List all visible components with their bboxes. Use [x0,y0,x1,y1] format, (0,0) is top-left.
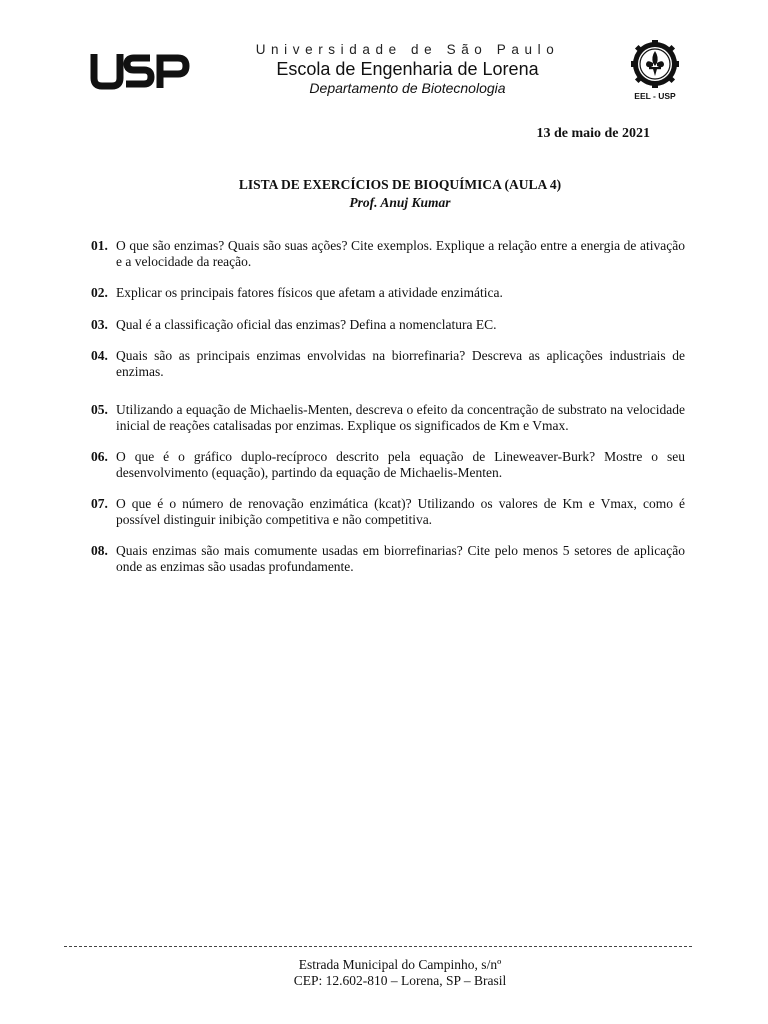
question-text: Qual é a classificação oficial das enzimas? Defina a nomenclatura EC. [116,317,497,332]
question-number: 03. [91,317,108,332]
question-number: 06. [91,449,108,464]
question-item [91,348,685,380]
seal-label: EEL - USP [634,91,676,101]
document-author: Prof. Anuj Kumar [349,195,451,210]
question-item [91,496,685,528]
department-name: Departamento de Biotecnologia [309,80,506,96]
footer-divider [64,946,692,947]
school-name: Escola de Engenharia de Lorena [276,59,539,79]
question-item [91,402,685,434]
question-item [91,285,685,301]
question-number: 05. [91,402,108,417]
university-name: Universidade de São Paulo [255,42,560,57]
question-number: 07. [91,496,108,511]
question-number: 04. [91,348,108,363]
eel-usp-seal-logo [622,40,688,102]
footer-address-line2: CEP: 12.602-810 – Lorena, SP – Brasil [293,973,507,988]
question-text: Explicar os principais fatores físicos que afetam a atividade enzimática. [116,285,503,300]
question-item [91,317,685,333]
document-title: LISTA DE EXERCÍCIOS DE BIOQUÍMICA (AULA 4) [238,177,562,192]
question-text: Quais enzimas são mais comumente usadas em biorrefinarias? Cite pelo menos 5 setores de aplicação onde as enzimas são usadas profundamente. [116,543,685,574]
document-date: 13 de maio de 2021 [536,126,650,141]
question-number: 08. [91,543,108,558]
question-item [91,238,685,270]
question-number: 01. [91,238,108,253]
question-text: Utilizando a equação de Michaelis-Menten, descreva o efeito da concentração de substrato na velocidade inicial de reações catalisadas por enzimas. Explique os significados de Km e Vmax. [116,402,685,433]
footer-address-line1: Estrada Municipal do Campinho, s/nº [298,957,502,972]
question-text: O que é o número de renovação enzimática (kcat)? Utilizando os valores de Km e Vmax, como é possível distinguir inibição competitiva e não competitiva. [116,496,685,527]
question-number: 02. [91,285,108,300]
question-item [91,449,685,481]
question-item [91,543,685,575]
question-text: O que são enzimas? Quais são suas ações? Cite exemplos. Explique a relação entre a energia de ativação e a velocidade da reação. [116,238,685,269]
question-text: Quais são as principais enzimas envolvidas na biorrefinaria? Descreva as aplicações industriais de enzimas. [116,348,685,379]
question-text: O que é o gráfico duplo-recíproco descrito pela equação de Lineweaver-Burk? Mostre o seu desenvolvimento (equação), partindo da equação de Michaelis-Menten. [116,449,685,480]
